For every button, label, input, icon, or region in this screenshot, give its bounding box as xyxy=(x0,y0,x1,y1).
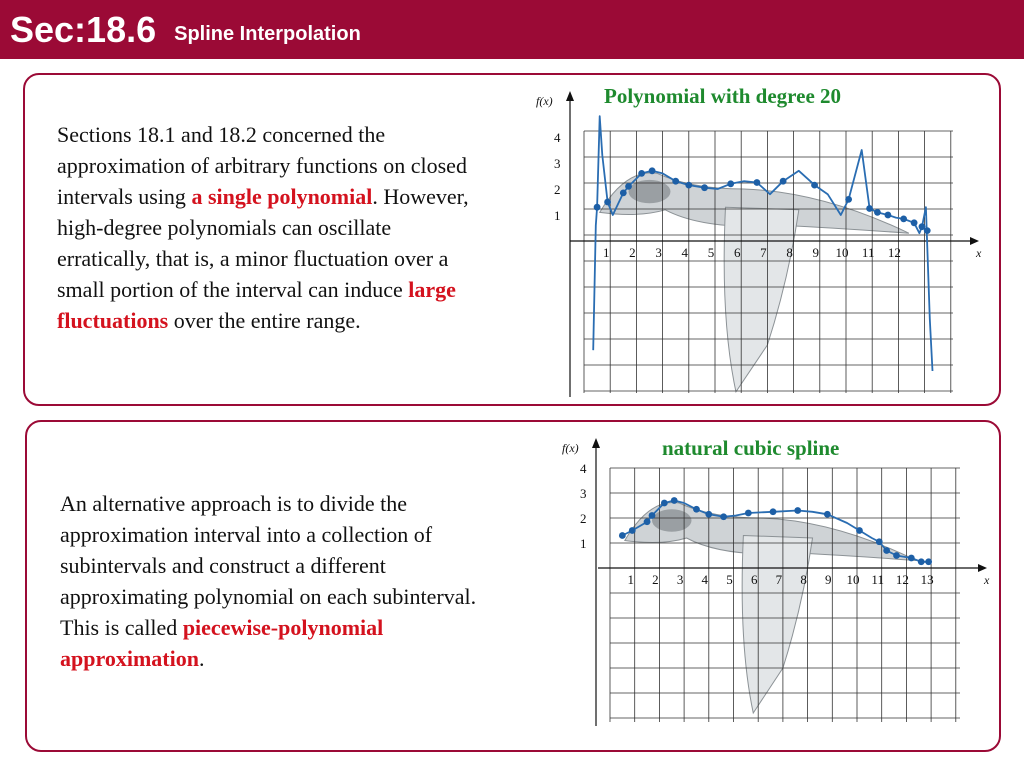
x-axis-label: x xyxy=(984,573,990,587)
data-point xyxy=(874,209,881,216)
y-tick-label: 1 xyxy=(554,208,561,223)
data-point xyxy=(924,227,931,234)
data-point xyxy=(671,497,678,504)
figure-polynomial-degree-20 xyxy=(522,81,992,403)
goose-head-shape xyxy=(652,509,692,532)
data-point xyxy=(594,204,601,211)
data-point xyxy=(918,558,925,565)
x-tick-label: 11 xyxy=(871,572,884,587)
y-tick-label: 3 xyxy=(554,156,561,171)
x-tick-label: 1 xyxy=(627,572,634,587)
data-point xyxy=(701,184,708,191)
highlighted-term: a single polynomial xyxy=(191,184,373,209)
figure-natural-cubic-spline xyxy=(552,428,992,746)
x-tick-label: 12 xyxy=(887,245,901,260)
y-axis-label: f(x) xyxy=(562,441,579,455)
paragraph-spline xyxy=(60,488,500,674)
x-tick-label: 13 xyxy=(920,572,934,587)
goose-head-shape xyxy=(629,180,671,203)
data-point xyxy=(649,167,656,174)
x-tick-label: 9 xyxy=(825,572,832,587)
x-tick-label: 1 xyxy=(602,245,610,260)
x-axis-arrow xyxy=(970,237,979,245)
data-point xyxy=(705,511,712,518)
data-point xyxy=(856,527,863,534)
data-point xyxy=(672,178,679,185)
data-point xyxy=(885,212,892,219)
x-tick-label: 4 xyxy=(681,245,689,260)
x-tick-label: 2 xyxy=(629,245,636,260)
x-tick-label: 5 xyxy=(726,572,733,587)
x-tick-label: 9 xyxy=(812,245,820,260)
text-segment: . xyxy=(198,646,205,671)
data-point xyxy=(876,538,883,545)
data-point xyxy=(644,518,651,525)
x-tick-label: 7 xyxy=(760,245,767,260)
data-point xyxy=(620,190,627,197)
text-segment: . However, high-degree polynomials can oscillate erratically, that is, a minor fluctuation over a small portion of the interval can induce xyxy=(57,184,469,302)
panel-spline xyxy=(25,420,1001,752)
y-tick-label: 2 xyxy=(554,182,561,197)
data-point xyxy=(745,510,752,517)
x-tick-label: 10 xyxy=(846,572,860,587)
data-point xyxy=(693,506,700,513)
data-point xyxy=(727,180,734,187)
x-tick-label: 2 xyxy=(652,572,659,587)
data-point xyxy=(794,507,801,514)
x-tick-label: 5 xyxy=(707,245,715,260)
x-axis-label: x xyxy=(976,246,982,260)
data-point xyxy=(720,513,727,520)
text-segment: An alternative approach is to divide the approximation interval into a collection of subintervals and construct a different approximating polynomial on each subinterval. This is called xyxy=(60,491,477,640)
data-point xyxy=(893,552,900,559)
text-segment: Sections 18.1 and 18.2 concerned the approximation of arbitrary functions on closed intervals using xyxy=(57,122,467,209)
x-tick-label: 7 xyxy=(775,572,783,587)
title-bar xyxy=(0,0,1024,59)
data-point xyxy=(638,170,645,177)
highlighted-term: large fluctuations xyxy=(57,277,456,333)
y-tick-label: 4 xyxy=(580,461,587,476)
data-point xyxy=(625,183,632,190)
text-segment: over the entire range. xyxy=(168,308,361,333)
goose-wing-shape xyxy=(742,536,812,714)
data-point xyxy=(604,199,611,206)
x-tick-label: 3 xyxy=(676,572,684,587)
data-point xyxy=(811,182,818,189)
x-tick-label: 11 xyxy=(861,245,875,260)
y-tick-label: 1 xyxy=(580,536,587,551)
section-topic: Spline Interpolation xyxy=(174,23,361,45)
paragraph-polynomial xyxy=(57,119,487,336)
x-tick-label: 12 xyxy=(895,572,909,587)
data-point xyxy=(649,512,656,519)
figure-title: natural cubic spline xyxy=(662,436,840,460)
data-point xyxy=(925,558,932,565)
data-point xyxy=(685,182,692,189)
data-point xyxy=(661,500,668,507)
data-point xyxy=(754,179,761,186)
y-axis-arrow xyxy=(592,438,600,448)
data-point xyxy=(619,532,626,539)
goose-silhouette xyxy=(625,502,916,713)
x-tick-label: 8 xyxy=(800,572,807,587)
x-tick-label: 3 xyxy=(655,245,662,260)
data-point xyxy=(845,196,852,203)
data-point xyxy=(824,511,831,518)
x-tick-label: 8 xyxy=(786,245,793,260)
data-point xyxy=(908,555,915,562)
highlighted-term: piecewise-polynomial approximation xyxy=(60,615,384,671)
data-point xyxy=(866,205,873,212)
data-point xyxy=(883,547,890,554)
y-tick-label: 3 xyxy=(580,486,587,501)
data-point xyxy=(780,178,787,185)
figure-title: Polynomial with degree 20 xyxy=(604,84,842,108)
y-tick-label: 2 xyxy=(580,511,587,526)
section-number: Sec:18.6 xyxy=(10,8,157,50)
x-axis-arrow xyxy=(978,564,987,572)
y-axis-arrow xyxy=(566,91,574,101)
x-tick-label: 4 xyxy=(701,572,709,587)
data-point xyxy=(629,527,636,534)
data-point xyxy=(911,219,918,226)
x-tick-label: 10 xyxy=(835,245,849,260)
x-tick-label: 6 xyxy=(733,245,741,260)
goose-silhouette xyxy=(600,173,909,392)
y-axis-label: f(x) xyxy=(536,94,553,108)
panel-polynomial xyxy=(23,73,1001,406)
data-point xyxy=(770,508,777,515)
y-tick-label: 4 xyxy=(554,130,561,145)
x-tick-label: 6 xyxy=(750,572,758,587)
data-point xyxy=(900,216,907,223)
